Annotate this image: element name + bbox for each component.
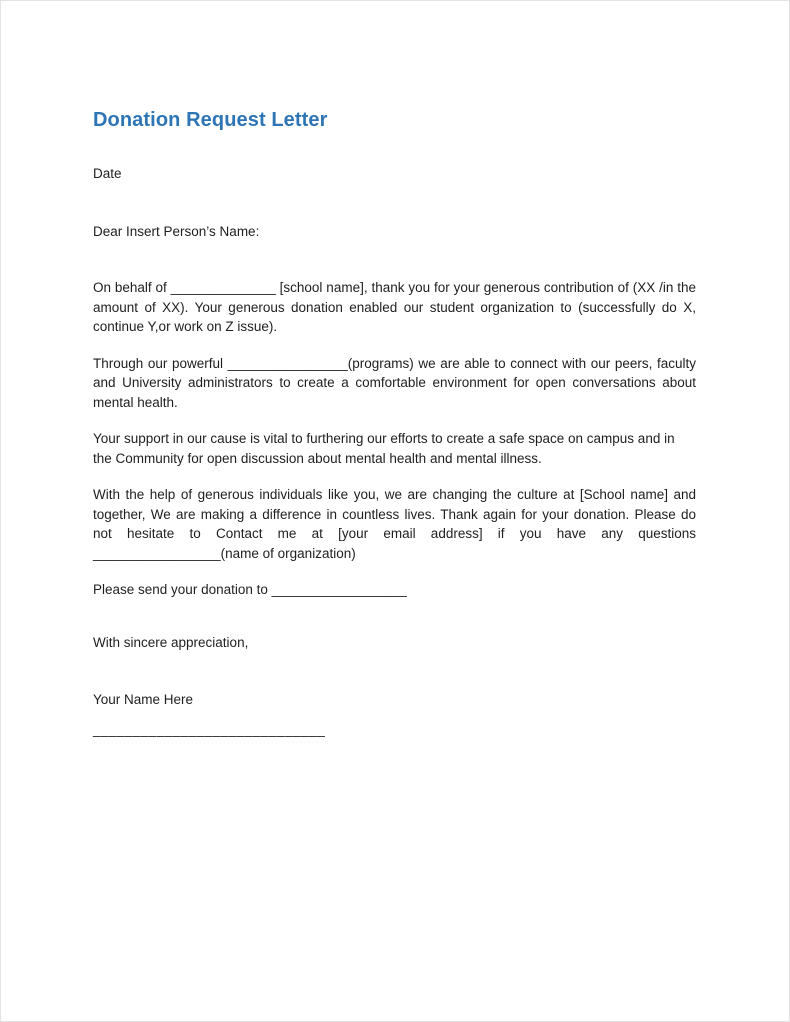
signature-line: _____________________________: [93, 721, 326, 737]
letter-title: Donation Request Letter: [93, 109, 328, 131]
date-placeholder: Date: [93, 166, 122, 181]
closing-line: With sincere appreciation,: [93, 634, 249, 650]
paragraph-on-behalf: On behalf of ______________ [school name], thank you for your generous contribution of (XX /in the amount of XX). Your generous donation enabled our student organization to (successfully do X, continue Y,or work on Z issue).: [93, 280, 696, 334]
signature-name: Your Name Here: [93, 692, 194, 707]
paragraph-support: Your support in our cause is vital to furthering our efforts to create a safe space on campus and in the Community for open discussion about mental health and mental illness.: [93, 431, 675, 466]
paragraph-programs: Through our powerful ________________(programs) we are able to connect with our peers, faculty and University administrators to create a comfortable environment for open conversations about mental health.: [93, 355, 696, 410]
donation-instruction-line: Please send your donation to __________________: [93, 582, 407, 597]
salutation-line: Dear Insert Person’s Name:: [93, 223, 260, 239]
paragraph-thanks: With the help of generous individuals like you, we are changing the culture at [School name] and together, We are making a difference in countless lives. Thank again for your donation. Please do not hesitate to Contact me at [your email address] if you have any questions _________________(name of organization): [93, 487, 696, 561]
